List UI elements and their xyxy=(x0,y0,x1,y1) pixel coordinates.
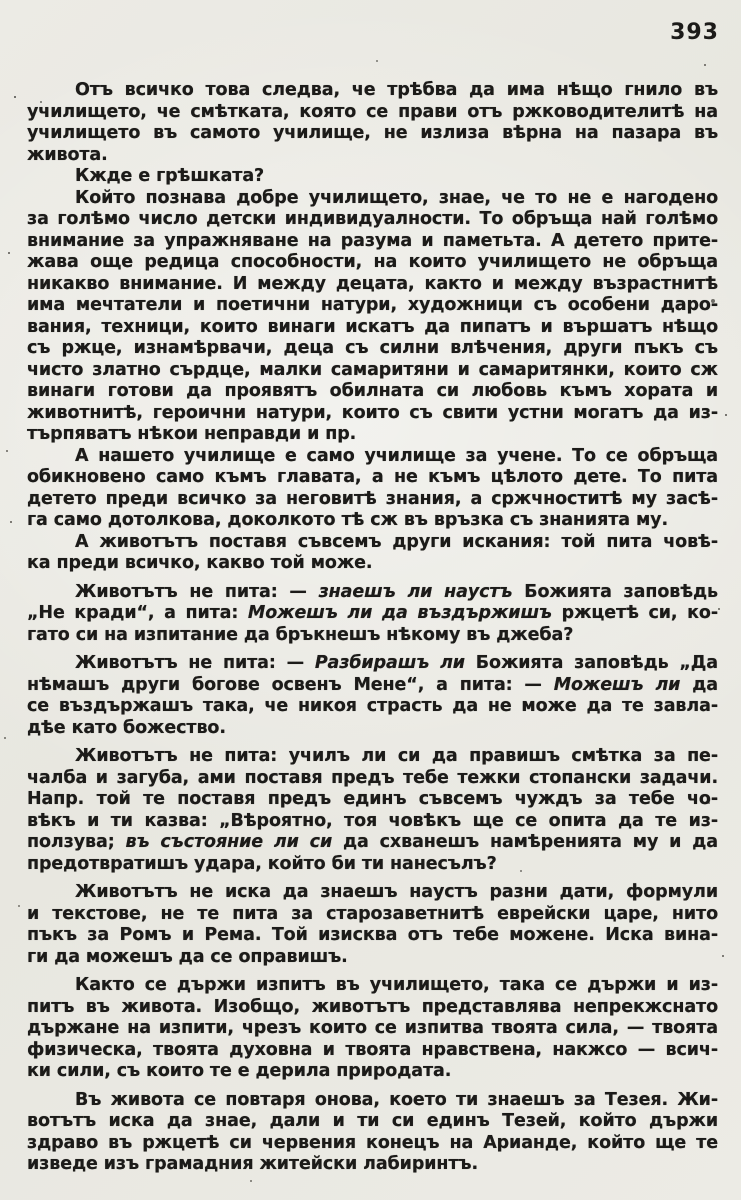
text-segment: вотътъ иска да знае, дали и ти си единъ Тезей, който държи xyxy=(27,1111,718,1131)
text-segment: вания, техници, които винаги искатъ да пипатъ и вършатъ нѣщо xyxy=(27,316,718,337)
text-segment: ки сили, съ които те е дерила природата. xyxy=(27,1061,452,1081)
text-line xyxy=(27,467,718,489)
text-line xyxy=(27,381,718,403)
text-segment: Както се държи изпитъ въ училището, така се държи и из- xyxy=(75,975,718,995)
text-line xyxy=(27,274,718,296)
text-line xyxy=(27,1090,718,1112)
text-segment: Животътъ не пита: училъ ли си да правишъ смѣтка за пе- xyxy=(75,746,718,766)
text-segment: и текстове, не те пита за старозаветнитѣ еврейски царе, нито xyxy=(27,903,718,924)
italic-text: въ състояние ли си xyxy=(125,832,333,852)
text-line xyxy=(27,925,718,947)
text-line xyxy=(27,553,718,575)
text-line xyxy=(27,1133,718,1155)
text-line xyxy=(27,123,718,145)
text-segment: А животътъ поставя съвсемъ други искания: той пита човѣ- xyxy=(75,531,718,552)
paragraph xyxy=(27,582,718,647)
text-segment: животнитѣ, героични натури, които съ свити устни могатъ да из- xyxy=(27,402,718,423)
text-segment: за голѣмо число детски индивидуалности. То обръща най голѣмо xyxy=(27,209,718,229)
text-line xyxy=(27,360,718,382)
text-segment: училището въ самото училище, не излиза вѣрна на пазара въ xyxy=(27,123,718,143)
text-line xyxy=(27,510,718,532)
paragraph xyxy=(27,1090,718,1176)
text-line xyxy=(27,317,718,339)
paragraph xyxy=(27,80,718,166)
text-line xyxy=(27,625,718,647)
text-segment: обикновено само къмъ главата, а не къмъ цѣлото дете. То пита xyxy=(27,467,718,487)
paragraph xyxy=(27,166,718,188)
paragraph xyxy=(27,975,718,1083)
text-segment: А нашето училище е само училище за учене. То се обръща xyxy=(75,445,718,466)
text-line xyxy=(27,252,718,274)
text-segment: никакво внимание. И между децата, както и между възрастнитѣ xyxy=(27,273,718,294)
text-segment: Животътъ не иска да знаешъ наустъ разни дати, формули xyxy=(75,882,718,902)
paragraph xyxy=(27,446,718,532)
text-segment: ка преди всичко, какво той може. xyxy=(27,553,373,573)
text-segment: се въздържашъ така, че никоя страсть да не може да те завла- xyxy=(27,696,718,716)
text-line xyxy=(27,1040,718,1062)
text-line xyxy=(27,789,718,811)
text-line xyxy=(27,904,718,926)
paragraph xyxy=(27,532,718,575)
text-line xyxy=(27,696,718,718)
text-segment: дѣе като божество. xyxy=(27,717,226,738)
text-line xyxy=(27,338,718,360)
text-segment: ги да можешъ да се оправишъ. xyxy=(27,946,348,967)
text-segment: Отъ всичко това следва, че трѣбва да има нѣщо гнило въ xyxy=(75,80,718,100)
text-line xyxy=(27,947,718,969)
text-segment: съ ржце, изнамѣрвачи, деца съ силни влѣчения, други пъкъ съ xyxy=(27,338,718,358)
text-segment: чалба и загуба, ами поставя предъ тебе тежки стопански задачи. xyxy=(27,767,718,788)
text-segment: нѣмашъ други богове освенъ Мене“, а пита: — xyxy=(27,674,554,695)
paragraph xyxy=(27,882,718,968)
text-line xyxy=(27,746,718,768)
text-line xyxy=(27,768,718,790)
text-segment: гато си на изпитание да бръкнешъ нѣкому въ джеба? xyxy=(27,624,574,645)
text-segment: здраво въ ржцетѣ си червения конецъ на Арианде, който ще те xyxy=(27,1132,718,1153)
text-line xyxy=(27,582,718,604)
text-segment: Напр. той те поставя предъ единъ съвсемъ чуждъ за тебе чо- xyxy=(27,789,718,809)
text-line xyxy=(27,532,718,554)
text-line xyxy=(27,80,718,102)
text-line xyxy=(27,446,718,468)
text-line xyxy=(27,811,718,833)
text-line xyxy=(27,675,718,697)
paragraph xyxy=(27,188,718,446)
text-segment: да схванешъ намѣренията му и да xyxy=(332,832,718,852)
text-line xyxy=(27,1154,718,1176)
text-segment: внимание за упражняване на разума и паметьта. А детето прите- xyxy=(27,230,718,251)
text-segment: да xyxy=(680,674,718,695)
text-segment: физическа, твоята духовна и твоята нравствена, накжсо — всич- xyxy=(27,1039,718,1060)
text-block xyxy=(27,80,718,1176)
text-line xyxy=(27,102,718,124)
text-line xyxy=(27,832,718,854)
text-segment: детето преди всичко за неговитѣ знания, а сржчноститѣ му засѣ- xyxy=(27,488,718,509)
italic-text: Разбирашъ ли xyxy=(314,653,465,673)
text-segment: Въ живота се повтаря онова, което ти знаешъ за Тезея. Жи- xyxy=(75,1089,718,1110)
text-line xyxy=(27,295,718,317)
text-segment: винаги готови да проявятъ обилната си любовь къмъ хората и xyxy=(27,381,718,401)
italic-text: Можешъ ли xyxy=(553,674,681,695)
text-line xyxy=(27,1111,718,1133)
text-segment: ржцетѣ си, ко- xyxy=(551,603,718,623)
text-segment: „Не кради“, а пита: xyxy=(27,603,248,623)
text-segment: Божията заповѣдь xyxy=(512,581,718,602)
text-segment: Животътъ не пита: — xyxy=(75,653,315,673)
text-segment: вѣкъ и ти казва: „Вѣроятно, тоя човѣкъ ще се опита да те из- xyxy=(27,810,718,831)
text-line xyxy=(27,403,718,425)
text-line xyxy=(27,188,718,210)
text-line xyxy=(27,975,718,997)
text-segment: питъ въ живота. Изобщо, животътъ представлява непрекжснато xyxy=(27,996,718,1017)
text-line xyxy=(27,209,718,231)
text-segment: ползува; xyxy=(27,832,126,852)
text-segment: изведе изъ грамадния житейски лабиринтъ. xyxy=(27,1154,479,1174)
text-segment: Кжде е грѣшката? xyxy=(75,166,265,186)
italic-text: знаешъ ли наустъ xyxy=(318,581,513,602)
text-line xyxy=(27,997,718,1019)
text-segment: Животътъ не пита: — xyxy=(75,581,319,602)
paragraph xyxy=(27,746,718,875)
text-segment: живота. xyxy=(27,144,108,165)
text-line xyxy=(27,145,718,167)
text-line xyxy=(27,718,718,740)
text-segment: пъкъ за Ромъ и Рема. Той изисква отъ тебе можене. Иска вина- xyxy=(27,925,718,945)
text-line xyxy=(27,489,718,511)
italic-text: Можешъ ли да въздържишъ xyxy=(247,603,552,623)
text-line xyxy=(27,424,718,446)
text-segment: търпяватъ нѣкои неправди и пр. xyxy=(27,424,357,444)
text-segment: га само дотолкова, доколкото тѣ сж въ връзка съ знанията му. xyxy=(27,510,669,530)
text-segment: чисто златно сърдце, малки самаритяни и самаритянки, които сж xyxy=(27,359,718,380)
text-line xyxy=(27,231,718,253)
text-segment: училището, че смѣтката, която се прави отъ ржководителитѣ на xyxy=(27,101,718,122)
text-segment: предотвратишъ удара, който би ти нанесълъ? xyxy=(27,853,497,874)
text-line xyxy=(27,1061,718,1083)
text-line xyxy=(27,854,718,876)
text-segment: Който познава добре училището, знае, че то не е нагодено xyxy=(75,187,718,208)
text-segment: държане на изпити, чрезъ които се изпитва твоята сила, — твоята xyxy=(27,1018,718,1038)
page-number: 393 xyxy=(670,20,719,45)
text-line xyxy=(27,653,718,675)
text-segment: Божията заповѣдь „Да xyxy=(464,653,718,673)
text-segment: има мечтатели и поетични натури, художници съ особени даро- xyxy=(27,295,718,315)
text-line xyxy=(27,603,718,625)
text-line xyxy=(27,166,718,188)
text-line xyxy=(27,882,718,904)
text-line xyxy=(27,1018,718,1040)
paragraph xyxy=(27,653,718,739)
text-segment: жава още редица способности, на които училището не обръща xyxy=(27,252,718,272)
